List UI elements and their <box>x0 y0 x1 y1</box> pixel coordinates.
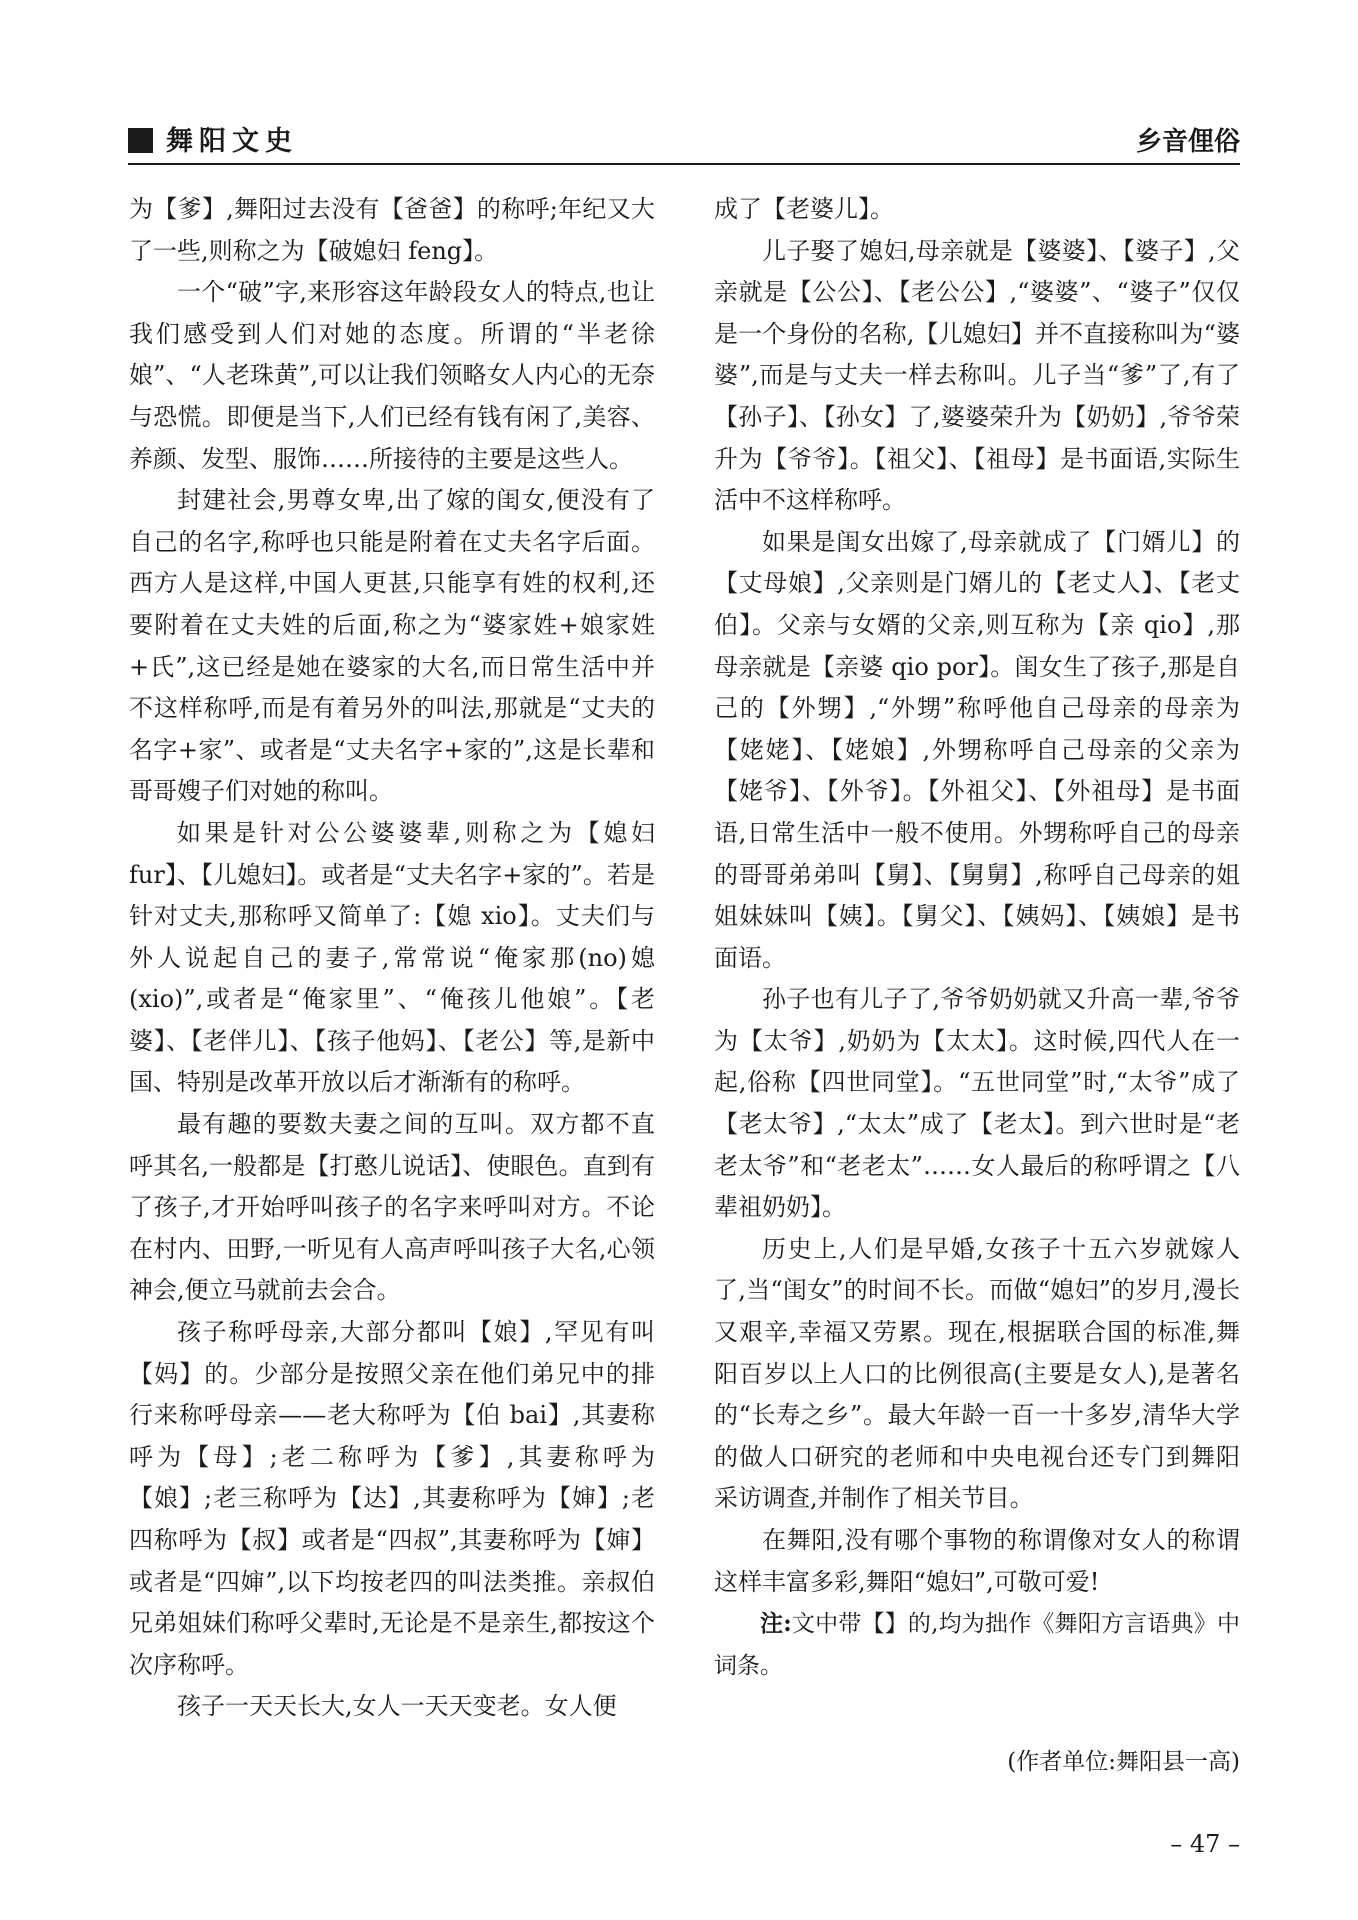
paragraph: 如果是闺女出嫁了,母亲就成了【门婿儿】的【丈母娘】,父亲则是门婿儿的【老丈人】、【老丈伯】。父亲与女婿的父亲,则互称为【亲 qio】,那母亲就是【亲婆 qio por】。闺女生了孩子,那是自己的【外甥】,“外甥”称呼他自己母亲的母亲为【姥姥】、【姥娘】,外甥称呼自己母亲的父亲为【姥爷】、【外爷】。【外祖父】、【外祖母】是书面语,日常生活中一般不使用。外甥称呼自己的母亲的哥哥弟弟叫【舅】、【舅舅】,称呼自己母亲的姐姐妹妹叫【姨】。【舅父】、【姨妈】、【姨娘】是书面语。 <box>714 527 1240 972</box>
header-rule <box>128 163 1240 165</box>
paragraph: 最有趣的要数夫妻之间的互叫。双方都不直呼其名,一般都是【打憨儿说话】、使眼色。直到有了孩子,才开始呼叫孩子的名字来呼叫对方。不论在村内、田野,一听见有人高声呼叫孩子大名,心领神会,便立马就前去会合。 <box>129 1110 655 1305</box>
page-number: – 47 – <box>1170 1830 1240 1858</box>
paragraph: 儿子娶了媳妇,母亲就是【婆婆】、【婆子】,父亲就是【公公】、【老公公】,“婆婆”、“婆子”仅仅是一个身份的名称,【儿媳妇】并不直接称叫为“婆婆”,而是与丈夫一样去称叫。儿子当“爹”了,有了【孙子】、【孙女】了,婆婆荣升为【奶奶】,爷爷荣升为【爷爷】。【祖父】、【祖母】是书面语,实际生活中不这样称呼。 <box>714 236 1240 515</box>
paragraph: 为【爹】,舞阳过去没有【爸爸】的称呼;年纪又大了一些,则称之为【破媳妇 feng】。 <box>129 195 655 265</box>
paragraph: 封建社会,男尊女卑,出了嫁的闺女,便没有了自己的名字,称呼也只能是附着在丈夫名字后面。西方人是这样,中国人更甚,只能享有姓的权利,还要附着在丈夫姓的后面,称之为“婆家姓+娘家姓+氏”,这已经是她在婆家的大名,而日常生活中并不这样称呼,而是有着另外的叫法,那就是“丈夫的名字+家”、或者是“丈夫名字+家的”,这是长辈和哥哥嫂子们对她的称叫。 <box>129 486 655 806</box>
paragraph: 一个“破”字,来形容这年龄段女人的特点,也让我们感受到人们对她的态度。所谓的“半老徐娘”、“人老珠黄”,可以让我们领略女人内心的无奈与恐慌。即便是当下,人们已经有钱有闲了,美容、养颜、发型、服饰……所接待的主要是这些人。 <box>129 278 655 473</box>
page-header <box>128 122 1240 164</box>
paragraph: 孩子一天天长大,女人一天天变老。女人便 <box>177 1692 617 1721</box>
footnote-text: 文中带【】的,均为拙作《舞阳方言语典》中词条。 <box>714 1611 1241 1679</box>
footnote-label: 注: <box>760 1610 792 1638</box>
paragraph: 如果是针对公公婆婆辈,则称之为【媳妇 fur】、【儿媳妇】。或者是“丈夫名字+家的”。若是针对丈夫,那称呼又简单了:【媳 xio】。丈夫们与外人说起自己的妻子,常常说“俺家那(no)媳(xio)”,或者是“俺家里”、“俺孩儿他娘”。【老婆】、【老伴儿】、【孩子他妈】、【老公】等,是新中国、特别是改革开放以后才渐渐有的称呼。 <box>129 818 655 1097</box>
footnote <box>714 1603 1240 1687</box>
right-column <box>714 189 1240 1687</box>
paragraph: 成了【老婆儿】。 <box>714 195 894 223</box>
paragraph: 孩子称呼母亲,大部分都叫【娘】,罕见有叫【妈】的。少部分是按照父亲在他们弟兄中的排行来称呼母亲——老大称呼为【伯 bai】,其妻称呼为【母】;老二称呼为【爹】,其妻称呼为【娘】;老三称呼为【达】,其妻称呼为【婶】;老四称呼为【叔】或者是“四叔”,其妻称呼为【婶】或者是“四婶”,以下均按老四的叫法类推。亲叔伯兄弟姐妹们称呼父辈时,无论是不是亲生,都按这个次序称呼。 <box>129 1318 655 1679</box>
journal-title: 舞阳文史 <box>166 126 298 157</box>
paragraph: 历史上,人们是早婚,女孩子十五六岁就嫁人了,当“闺女”的时间不长。而做“媳妇”的岁月,漫长又艰辛,幸福又劳累。现在,根据联合国的标准,舞阳百岁以上人口的比例很高(主要是女人),是著名的“长寿之乡”。最大年龄一百一十多岁,清华大学的做人口研究的老师和中央电视台还专门到舞阳采访调查,并制作了相关节目。 <box>714 1234 1240 1513</box>
header-square-icon <box>128 128 153 153</box>
left-column <box>129 189 655 1728</box>
section-title: 乡音俚俗 <box>1135 127 1240 157</box>
author-affiliation: (作者单位:舞阳县一高) <box>1007 1749 1240 1775</box>
paragraph: 在舞阳,没有哪个事物的称谓像对女人的称谓这样丰富多彩,舞阳“媳妇”,可敬可爱! <box>714 1526 1240 1596</box>
paragraph: 孙子也有儿子了,爷爷奶奶就又升高一辈,爷爷为【太爷】,奶奶为【太太】。这时候,四代人在一起,俗称【四世同堂】。“五世同堂”时,“太爷”成了【老太爷】,“太太”成了【老太】。到六世时是“老老太爷”和“老老太”……女人最后的称呼谓之【八辈祖奶奶】。 <box>714 985 1240 1222</box>
